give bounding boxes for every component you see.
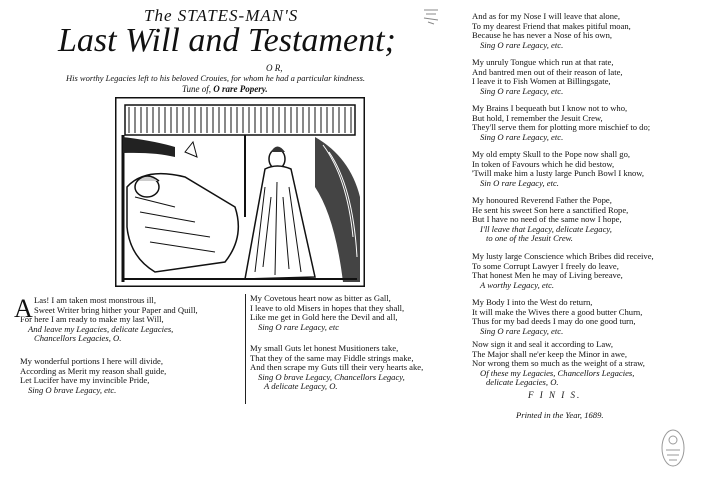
refrain-line: Chancellors Legacies, O.: [34, 333, 122, 344]
tune-name: O rare Popery.: [213, 84, 268, 94]
woodcut-illustration: [115, 97, 365, 287]
refrain-line: A worthy Legacy, etc.: [480, 279, 555, 290]
corner-mark-icon: [420, 6, 442, 28]
canopy-hatching: [125, 105, 355, 135]
verse-line: My Body I into the West do return,: [472, 297, 593, 307]
refrain-line: Sing O rare Legacy, etc.: [480, 325, 564, 336]
refrain-line: And leave my Legacies, delicate Legacies,: [28, 323, 174, 334]
right-stanza-6: [472, 252, 654, 290]
verse-line: I leave to old Misers in hopes that they shall,: [250, 302, 405, 313]
verse-line: Sweet Writer bring hither your Paper and Quill,: [34, 304, 198, 315]
refrain-line: Sin O rare Legacy, etc.: [480, 177, 559, 188]
verse-line: My wonderful portions I here will divide,: [20, 356, 163, 366]
column-divider: [245, 294, 246, 404]
drop-cap: A: [14, 294, 33, 323]
subtitle-or: O R,: [266, 63, 283, 73]
verse-line: That they of the same may Fiddle strings make,: [250, 352, 414, 363]
right-stanza-5: [472, 196, 628, 244]
refrain-line: Sing O rare Legacy, etc: [258, 321, 340, 332]
right-stanza-4: [472, 150, 644, 188]
verse-line: To some Corrupt Lawyer I freely do leave,: [472, 260, 619, 271]
verse-line: My small Guts let honest Musitioners take,: [250, 343, 399, 353]
verse-line: And bantred men out of their reason of late,: [472, 66, 623, 77]
verse-line: It will make the Wives there a good butter Churn,: [472, 306, 643, 317]
verse-line: That honest Men he may of Living bereave,: [472, 270, 623, 281]
refrain-line: Sing O rare Legacy, etc.: [480, 85, 564, 96]
right-stanza-1: [472, 12, 631, 50]
left-stanza-1: [34, 296, 198, 315]
verse-line: My unruly Tongue which run at that rate,: [472, 57, 614, 67]
verse-line: According as Merit my reason shall guide,: [20, 365, 167, 376]
refrain-line: Of these my Legacies, Chancellors Legacies,: [480, 367, 635, 378]
verse-line: My Covetous heart now as bitter as Gall,: [250, 293, 391, 303]
verse-line: Because he has never a Nose of his own,: [472, 30, 613, 41]
verse-line: Las! I am taken most monstrous ill,: [34, 295, 156, 305]
verse-line: Let Lucifer have my invincible Pride,: [20, 375, 150, 386]
verse-line: To my dearest Friend that makes pitiful moan,: [472, 20, 631, 31]
right-stanza-2: [472, 58, 623, 96]
refrain-line: Sing O brave Legacy, etc.: [28, 384, 117, 395]
verse-line: My lusty large Conscience which Bribes did receive,: [472, 251, 654, 261]
mid-stanza-1: [250, 294, 404, 332]
refrain-line: I'll leave that Legacy, delicate Legacy,: [480, 223, 612, 234]
verse-line: For here I am ready to make my last Will,: [20, 314, 164, 324]
verse-line: Nor wrong them so much as the weight of a straw,: [472, 358, 645, 369]
tune-prefix: Tune of,: [182, 84, 212, 94]
verse-line: My old empty Skull to the Pope now shall go,: [472, 149, 631, 159]
left-stanza-1-cont: [20, 315, 173, 344]
verse-line: He sent his sweet Son here a sanctified Rope,: [472, 204, 629, 215]
verse-line: In token of Favours which he did bestow,: [472, 158, 615, 169]
verse-line: My Brains I bequeath but I know not to who,: [472, 103, 628, 113]
refrain-line: Sing O rare Legacy, etc.: [480, 39, 564, 50]
verse-line: I leave it to Fish Women at Billingsgate,: [472, 76, 611, 87]
verse-line: And as for my Nose I will leave that alone,: [472, 11, 620, 21]
right-stanza-8: [472, 340, 645, 388]
verse-line: But hold, I remember the Jesuit Crew,: [472, 112, 603, 123]
finis: F I N I S.: [528, 390, 582, 400]
title-small: The STATES-MAN'S: [144, 6, 299, 25]
verse-line: But I have no need of the same now I hope,: [472, 214, 622, 225]
refrain-line: delicate Legacies, O.: [486, 377, 559, 388]
verse-line: My honoured Reverend Father the Pope,: [472, 195, 612, 205]
refrain-line: A delicate Legacy, O.: [264, 381, 338, 392]
verse-line: The Major shall ne'er keep the Minor in awe,: [472, 348, 627, 359]
verse-line: Like me get in Gold here the Devil and all,: [250, 312, 398, 323]
tune-line: [182, 84, 268, 94]
right-stanza-3: [472, 104, 650, 142]
refrain-line: Sing O rare Legacy, etc.: [480, 131, 564, 142]
verse-line: Thus for my bad deeds I may do one good turn,: [472, 316, 636, 327]
verse-line: And then scrape my Guts till their very hearts ake,: [250, 362, 424, 373]
refrain-line: Sing O brave Legacy, Chancellors Legacy,: [258, 371, 405, 382]
library-stamp-icon: [660, 428, 686, 468]
right-stanza-7: [472, 298, 642, 336]
subtitle: His worthy Legacies left to his beloved Crouies, for whom he had a particular kindness.: [66, 73, 366, 83]
left-stanza-2: [20, 357, 166, 395]
imprint: Printed in the Year, 1689.: [516, 410, 604, 420]
refrain-line: to one of the Jesuit Crew.: [486, 233, 573, 244]
verse-line: They'll serve them for plotting more mischief to do;: [472, 122, 651, 133]
mid-stanza-2: [250, 344, 423, 392]
page-title: Last Will and Testament;: [58, 22, 396, 59]
verse-line: 'Twill make him a lusty large Punch Bowl I know,: [472, 168, 645, 179]
verse-line: Now sign it and seal it according to Law,: [472, 339, 613, 349]
